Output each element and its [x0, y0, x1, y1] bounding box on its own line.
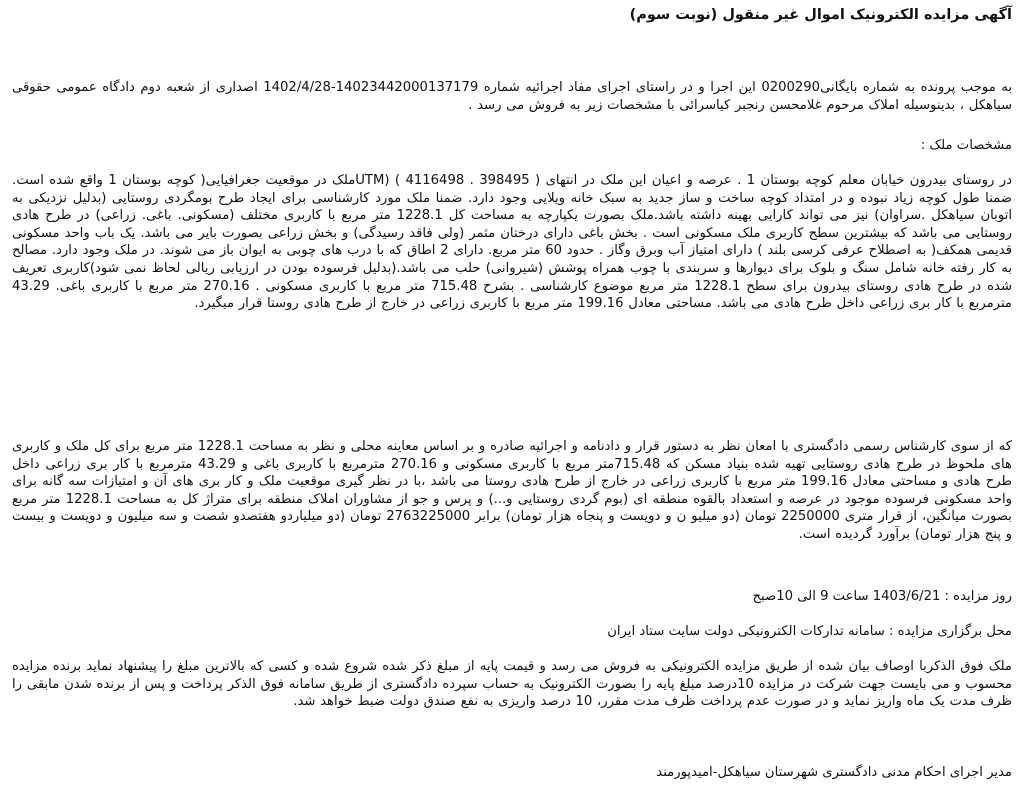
intro-paragraph: به موجب پرونده به شماره بایگانی0200290 این اجرا و در راستای اجرای مفاد اجرائیه شماره 14023442000137179-1402/4/28 اصداری از شعبه دوم دادگاه عمومی حقوقی سیاهکل ، بدینوسیله املاک مرحوم غلامحسن رنجبر کیاسرائی با مشخصات زیر به فروش می رسد . [12, 80, 1012, 113]
auction-notice [8, 0, 1016, 795]
valuation-paragraph: که از سوی کارشناس رسمی دادگستری با امعان نظر به دستور قرار و دادنامه و اجرائیه صادره و بر اساس معاینه محلی و نظر به مساحت 1228.1 متر مربع برای کل ملک و کاربری های ملحوظ در طرح هادی روستایی تهیه شده بنیاد مسکن که 715.48متر مربع با کاربری مسکونی و 270.16 مترمربع با کاربری باغی و 43.29 مترمربع با کار بری زراعی داخل طرح هادی و مساحتی معادل 199.16 متر مربع با کاربری زراعی در خارج از طرح هادی روستا می باشد ،با در نظر گیری موقعیت ملک و کار بری های آن و امتیازات سه گانه برای واحد مسکونی فرسوده موجود در عرصه و استعداد بالقوه منطقه ای (بوم گردی روستایی و...) و پرس و جو از مشاوران املاک منطقه برای متراژ کل به مساحت 1228.1 متر مربع بصورت میانگین، از قرار متری 2250000 تومان (دو میلیو ن و دویست و پنجاه هزار تومان) برابر 2763225000 تومان (دو میلیاردو هفتصدو شصت و سه میلیون و دویست و بیست و پنج هزار تومان) برآورد گردیده است. [12, 439, 1012, 542]
specs-heading: مشخصات ملک : [920, 138, 1012, 153]
auction-venue: محل برگزاری مزایده : سامانه تدارکات الکترونیکی دولت سایت ستاد ایران [607, 624, 1012, 639]
terms-paragraph: ملک فوق الذکربا اوصاف بیان شده از طریق مزایده الکترونیکی به فروش می رسد و قیمت پایه از مبلغ ذکر شده شروع شده و کسی که بالاترین مبلغ را پیشنهاد نماید برنده مزایده محسوب و می بایست جهت شرکت در مزایده 10درصد مبلغ پایه را بصورت الکترونیک به حساب سپرده دادگستری از طریق سامانه فوق الذکر پرداخت و پس از برنده شدن مابقی را ظرف مدت یک ماه واریز نماید و در صورت عدم پرداخت ظرف مدت مقرر، 10 درصد واریزی به نفع صندق دولت ضبط خواهد شد. [12, 659, 1012, 710]
signature-line: مدیر اجرای احکام مدنی دادگستری شهرستان سیاهکل-امیدپورمند [656, 765, 1012, 780]
auction-date: روز مزایده : 1403/6/21 ساعت 9 الی 10صبح [752, 589, 1012, 604]
notice-title: آگهی مزایده الکترونیک اموال غیر منقول (نوبت سوم) [629, 7, 1012, 23]
property-specs-paragraph: در روستای بیدرون خیابان معلم کوچه بوستان 1 . عرصه و اعیان این ملک در انتهای ( 398495 . 4116498 ) (UTMملک در موقعیت جغرافیایی( کوچه بوستان 1 واقع شده است. ضمنا طول کوچه زیاد نبوده و در امتداد کوچه ساخت و ساز جدید به سبک خانه ویلایی وجود دارد. ضمنا ملک مورد کارشناسی برای ایجاد طرح بومگردی روستایی (بدلیل نزدیکی به اتوبان سیاهکل .سراوان) نیز می تواند کارایی بهینه داشته باشد.ملک بصورت یکپارچه به مساحت کل 1228.1 متر مربع با کاربری مختلف (مسکونی. باغی. زراعی) در طرح هادی روستایی می باشد که بیشترین سطح کاربری ملک مسکونی است . بخش باغی دارای درختان مثمر (ولی فاقد رسیدگی) و بخش زراعی بصورت بایر می باشد. یک باب واحد مسکونی قدیمی همکف( به اصطلاح عرفی کرسی بلند ) دارای امتیاز آب وبرق وگاز . حدود 60 متر مربع. دارای 2 اطاق که با درب های چوبی به ایوان باز می شوند. در ملک وجود دارد. مصالح به کار رفته خانه شامل سنگ و بلوک برای دیوارها و سربندی با چوب همراه پوشش (شیروانی) حلب می باشد.(بدلیل فرسوده بودن در ارزیابی ریالی لحاظ نمی شود)کاربری تعریف شده در طرح هادی روستای بیدرون برای سطح 1228.1 متر مربع موضوع کارشناسی . بشرح 715.48 متر مربع با کاربری مسکونی . 270.16 متر مربع با کاربری باغی. 43.29 مترمربع با کار بری زراعی داخل طرح هادی می باشد. مساحتی معادل 199.16 متر مربع با کاربری زراعی در خارج از طرح هادی روستا قرار میگیرد. [12, 173, 1013, 312]
